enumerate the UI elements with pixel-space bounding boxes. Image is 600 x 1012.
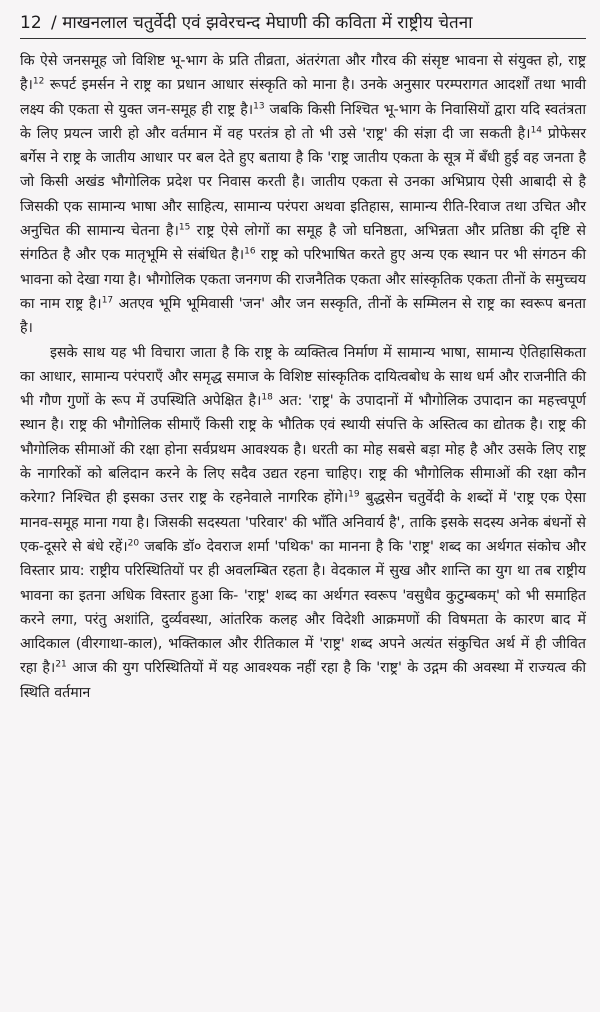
- footnote-marker: 19: [348, 489, 360, 500]
- text-segment: इसके साथ यह भी विचारा जाता है कि राष्ट्र के व्यक्तित्व निर्माण में सामान्य भाषा, सामान्य ऐतिहासिकता का आधार, सामान्य परंपराएँ और समृद्ध समाज के विशिष्ट सांस्कृतिक दायित्वबोध के साथ धर्म और राजनीति की भी गौण गुणों के रूप में उपस्थिति अपेक्षित है।: [20, 344, 586, 410]
- text-segment: अत: 'राष्ट्र' के उपादानों में भौगोलिक उपादान का महत्त्वपूर्ण स्थान है। राष्ट्र की भौगोलिक सीमाएँ किसी राष्ट्र के भौतिक एवं स्थायी संपत्ति के अस्तित्व का द्योतक है। राष्ट्र की भौगोलिक सीमाओं की रक्षा होना सर्वप्रथम आवश्यक है। धरती का मोह सबसे बड़ा मोह है और उसके लिए राष्ट्र के नागरिकों को बलिदान करने के लिए सदैव उद्यत रहना चाहिए। राष्ट्र की भौगोलिक सीमाओं की रक्षा कौन करेगा? निश्चित ही इसका उत्तर राष्ट्र के रहनेवाले नागरिक होंगे।: [20, 393, 586, 507]
- footnote-marker: 14: [530, 125, 543, 136]
- footnote-marker: 21: [55, 659, 67, 670]
- text-segment: जबकि किसी निश्चित भू-भाग के निवासियों द्वारा यदि स्वतंत्रता के लिए प्रयत्न जारी हो और वर्तमान में वह परतंत्र हो तो भी उसे 'राष्ट्र' की संज्ञा दी जा सकती है।: [20, 101, 586, 142]
- footnote-marker: 20: [127, 538, 140, 549]
- header-separator: /: [51, 13, 57, 33]
- text-segment: राष्ट्र को परिभाषित करते हुए अन्य एक स्थान पर भी संगठन की भावना को देखा गया है। भौगोलिक एकता जनगण की राजनैतिक एकता और सांस्कृतिक एकता तीनों के समुच्चय का नाम राष्ट्र है।: [20, 247, 586, 312]
- page-number: 12: [20, 13, 42, 33]
- footnote-marker: 15: [178, 222, 191, 233]
- footnote-marker: 12: [32, 76, 45, 87]
- paragraph: [20, 49, 586, 341]
- text-segment: प्रोफेसर बर्गेस ने राष्ट्र के जातीय आधार पर बल देते हुए बताया है कि 'राष्ट्र जातीय एकता के सूत्र में बँधी हुई वह जनता है जो किसी अखंड भौगोलिक प्रदेश पर निवास करती है। जातीय एकता से उनका अभिप्राय ऐसी आबादी से है जिसकी एक सामान्य भाषा और साहित्य, सामान्य परंपरा अथवा इतिहास, सामान्य रीति-रिवाज तथा उचित और अनुचित की सामान्य चेतना है।: [20, 125, 586, 240]
- running-title: माखनलाल चतुर्वेदी एवं झवेरचन्द मेघाणी की कविता में राष्ट्रीय चेतना: [62, 13, 473, 33]
- text-segment: रूपर्ट इमर्सन ने राष्ट्र का प्रधान आधार संस्कृति को माना है। उनके अनुसार परम्परागत आदर्शों तथा भावी लक्ष्य की एकता से युक्त जन-समूह ही राष्ट्र है।: [20, 77, 586, 118]
- footnote-marker: 18: [261, 392, 273, 403]
- text-segment: अतएव भूमि भूमिवासी 'जन' और जन सस्कृति, तीनों के सम्मिलन से राष्ट्र का स्वरूप बनता है।: [20, 295, 586, 337]
- text-segment: राष्ट्र ऐसे लोगों का समूह है जो घनिष्ठता, अभिन्नता और प्रतिष्ठा की दृष्टि से संगठित है और एक मातृभूमि से संबंधित है।: [20, 223, 586, 264]
- text-segment: आज की युग परिस्थितियों में यह आवश्यक नहीं रहा है कि 'राष्ट्र' के उद्गम की अवस्था में राज्यत्व की स्थिति वर्तमान: [20, 660, 586, 701]
- text-segment: बुद्धसेन चतुर्वेदी के शब्दों में 'राष्ट्र एक ऐसा मानव-समूह माना गया है। जिसकी सदस्यता 'परिवार' की भाँति अनिवार्य है', ताकि इसके सदस्य अनेक बंधनों से एक-दूसरे से बंधे रहें।: [20, 490, 586, 555]
- running-header: [20, 10, 586, 39]
- text-segment: जबकि डॉ० देवराज शर्मा 'पथिक' का मानना है कि 'राष्ट्र' शब्द का अर्थगत संकोच और विस्तार प्राय: राष्ट्रीय परिस्थितियों पर ही अवलम्बित रहता है। वेदकाल में सुख और शान्ति का युग था तब राष्ट्रीय भावना का इतना अधिक विस्तार हुआ कि- 'राष्ट्र' शब्द का अर्थगत स्वरूप 'वसुधैव कुटुम्बकम्' को भी समाहित करने लगा, परंतु अशांति, दुर्व्यवस्था, आंतरिक कलह और विदेशी आक्रमणों की विषमता के कारण बाद में आदिकाल (वीरगाथा-काल), भक्तिकाल और रीतिकाल में 'राष्ट्र' शब्द अपने अत्यंत संकुचित अर्थ में ही जीवित रहा है।: [20, 538, 586, 677]
- footnote-marker: 16: [244, 246, 256, 257]
- body-text: [20, 49, 586, 705]
- text-segment: कि ऐसे जनसमूह जो विशिष्ट भू-भाग के प्रति तीव्रता, अंतरंगता और गौरव की संसृष्ट भावना से संयुक्त हो, राष्ट्र है।: [20, 53, 586, 94]
- footnote-marker: 17: [101, 295, 114, 306]
- paragraph: [20, 341, 586, 705]
- footnote-marker: 13: [253, 100, 265, 111]
